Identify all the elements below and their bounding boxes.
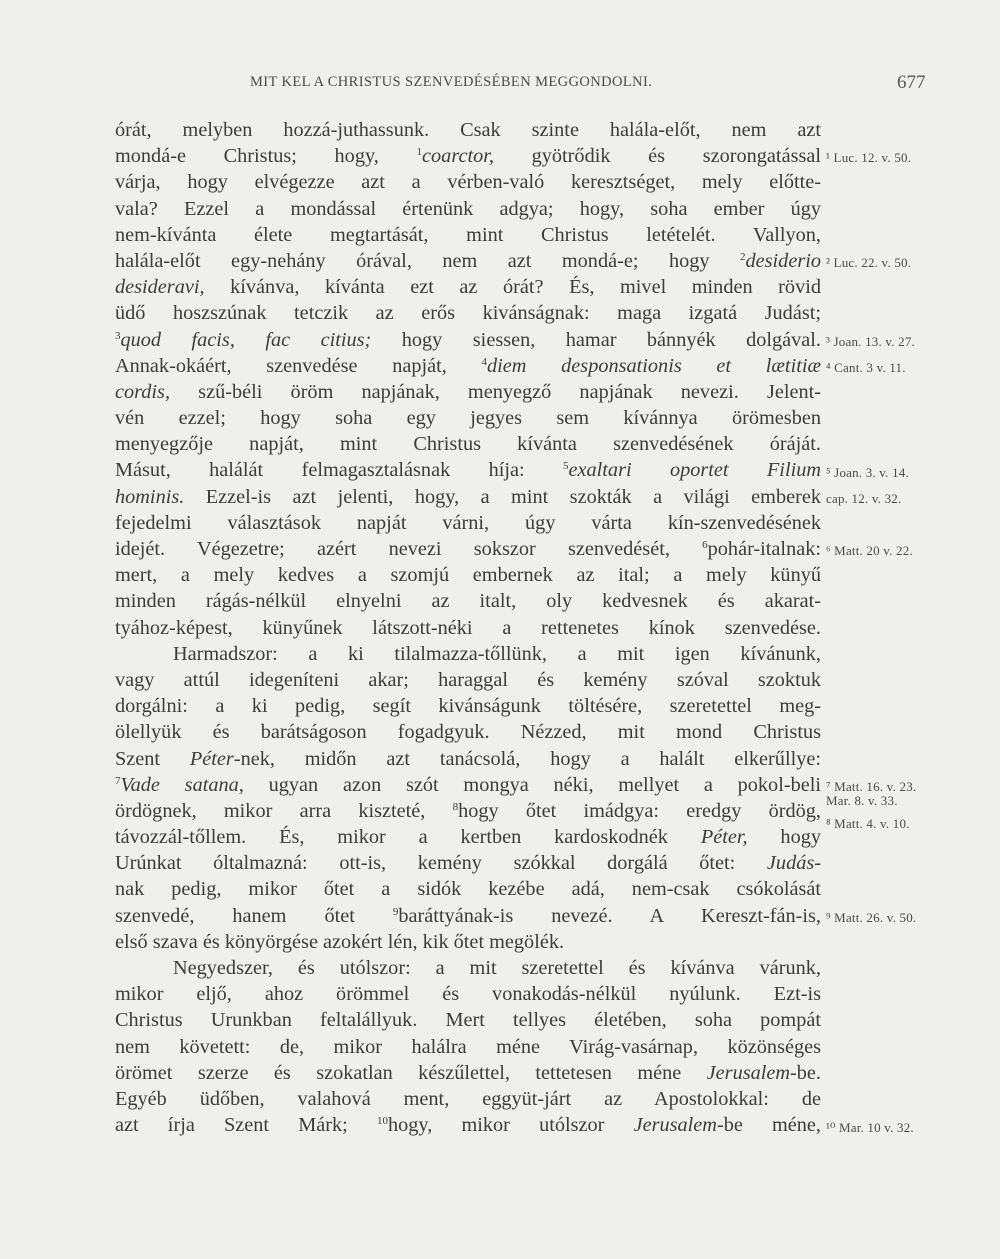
text-line bbox=[115, 955, 821, 981]
text-segment: hogy, mikor utólszor bbox=[387, 1114, 634, 1137]
footnote-marker: 4 bbox=[481, 355, 488, 368]
italic-text: Vade satana, bbox=[120, 773, 244, 796]
text-line bbox=[115, 300, 821, 326]
text-line bbox=[115, 746, 821, 772]
text-segment: kívánva, kívánta ezt az órát? És, mivel minden rövid bbox=[204, 276, 821, 299]
text-line bbox=[115, 1086, 821, 1112]
text-line bbox=[115, 484, 821, 510]
text-line bbox=[115, 850, 821, 876]
text-segment: Negyedszer, és utólszor: a mit szeretettel és kívánva várunk, bbox=[173, 957, 821, 979]
text-segment: nem-kívánta élete megtartását, mint Christus letételét. Vallyon, bbox=[115, 223, 821, 246]
text-line bbox=[115, 615, 821, 641]
italic-text: diem desponsationis et lætitiæ bbox=[487, 354, 821, 377]
text-segment: fejedelmi választások napját várni, úgy várta kín-szenvedésének bbox=[115, 511, 821, 534]
text-segment: órát, melyben hozzá-juthassunk. Csak szinte halála-előt, nem azt bbox=[115, 119, 821, 141]
text-line bbox=[115, 536, 821, 562]
text-line bbox=[115, 824, 821, 850]
text-segment: pohár-italnak: bbox=[707, 538, 821, 560]
text-line bbox=[115, 405, 821, 431]
footnote-marker: 6 bbox=[702, 539, 708, 551]
footnote-marker: 5 bbox=[563, 460, 569, 473]
text-segment: idejét. Végezetre; azért nevezi sokszor szenvedését, bbox=[115, 538, 703, 560]
italic-text: cordis, bbox=[115, 380, 171, 403]
text-segment: -be méne, bbox=[716, 1114, 821, 1137]
text-segment: -nek, midőn azt tanácsolá, hogy a halált elkerűllye: bbox=[233, 747, 821, 770]
italic-text: desideravi, bbox=[115, 276, 205, 299]
margin-reference: ⁷ Matt. 16. v. 23. bbox=[826, 779, 917, 794]
text-line bbox=[115, 431, 821, 457]
margin-reference: ³ Joan. 13. v. 27. bbox=[826, 333, 915, 349]
footnote-marker: 7 bbox=[115, 774, 121, 787]
margin-reference: ⁵ Joan. 3. v. 14. bbox=[826, 464, 909, 480]
text-line bbox=[115, 719, 821, 745]
text-line bbox=[115, 1060, 821, 1086]
footnote-marker: 9 bbox=[392, 905, 399, 918]
text-segment: Szent bbox=[115, 747, 190, 770]
text-segment: dorgálni: a ki pedig, segít kivánságunk töltésére, szeretettel meg- bbox=[115, 695, 821, 718]
text-line bbox=[115, 379, 821, 405]
text-line bbox=[115, 693, 821, 719]
footnote-marker: 8 bbox=[452, 800, 459, 813]
text-segment: hogy bbox=[747, 826, 821, 849]
text-segment: mondá-e Christus; hogy, bbox=[115, 145, 417, 168]
text-line bbox=[115, 248, 821, 274]
text-line bbox=[115, 510, 821, 536]
text-line bbox=[115, 667, 821, 693]
text-line bbox=[115, 903, 821, 929]
text-line bbox=[115, 798, 821, 824]
margin-reference: ⁴ Cant. 3 v. 11. bbox=[826, 359, 906, 375]
text-segment: vagy attúl idegeníteni akar; haraggal és kemény szóval szoktuk bbox=[115, 668, 821, 691]
italic-text: quod facis, fac citius; bbox=[120, 328, 372, 351]
text-segment: szenvedé, hanem őtet bbox=[115, 904, 393, 927]
text-segment: hogy őtet imádgya: eredgy ördög, bbox=[458, 799, 821, 822]
text-segment: vén ezzel; hogy soha egy jegyes sem kívánnya örömesben bbox=[115, 407, 821, 430]
text-segment: örömet szerze és szokatlan készűlettel, tettetesen méne bbox=[115, 1061, 707, 1084]
italic-text: Jerusalem bbox=[633, 1114, 717, 1137]
text-line bbox=[115, 929, 821, 955]
running-title: MIT KEL A CHRISTUS SZENVEDÉSÉBEN MEGGONDOLNI. bbox=[250, 74, 653, 90]
text-line bbox=[115, 143, 821, 169]
italic-text: Péter, bbox=[700, 826, 748, 849]
italic-text: coarctor, bbox=[422, 145, 494, 168]
body-text bbox=[115, 117, 821, 1138]
margin-reference: ² Luc. 22. v. 50. bbox=[826, 255, 912, 270]
italic-text: hominis. bbox=[115, 485, 185, 508]
text-segment: nak pedig, mikor őtet a sidók kezébe adá, nem-csak csókolását bbox=[115, 878, 821, 901]
text-segment: ugyan azon szót mongya néki, mellyet a pokol-beli bbox=[243, 773, 821, 796]
margin-reference: cap. 12. v. 32. bbox=[826, 490, 902, 506]
text-segment: várja, hogy elvégezze azt a vérben-való keresztséget, mely előtte- bbox=[115, 171, 821, 194]
text-segment: mikor eljő, ahoz örömmel és vonakodás-nélkül nyúlunk. Ezt-is bbox=[115, 983, 821, 1006]
text-segment: nem követett: de, mikor halálra méne Virág-vasárnap, közönséges bbox=[115, 1035, 821, 1058]
footnote-marker: 2 bbox=[740, 250, 746, 263]
margin-reference: ⁶ Matt. 20 v. 22. bbox=[826, 543, 913, 559]
text-line bbox=[115, 876, 821, 902]
text-segment: mert, a mely kedves a szomjú embernek az ital; a mely künyű bbox=[115, 564, 821, 587]
margin-reference: ¹⁰ Mar. 10 v. 32. bbox=[826, 1119, 914, 1135]
margin-reference: ⁸ Matt. 4. v. 10. bbox=[826, 815, 910, 831]
text-line bbox=[115, 274, 821, 300]
text-segment: Christus Urunkban feltalállyuk. Mert tellyes életében, soha pompát bbox=[115, 1009, 821, 1032]
text-segment: szű-béli öröm napjának, menyegző napjának nevezi. Jelent- bbox=[170, 380, 821, 403]
italic-text: desiderio bbox=[745, 249, 821, 272]
italic-text: Péter bbox=[189, 747, 234, 770]
text-segment: Egyéb üdőben, valahová ment, eggyüt-járt az Apostolokkal: de bbox=[115, 1087, 821, 1110]
margin-reference: ⁹ Matt. 26. v. 50. bbox=[826, 910, 917, 925]
text-segment: halála-előt egy-nehány órával, nem azt mondá-e; hogy bbox=[115, 249, 741, 272]
text-segment: távozzál-tőllem. És, mikor a kertben kardoskodnék bbox=[115, 826, 701, 849]
text-segment: hogy siessen, hamar bánnyék dolgával. bbox=[371, 328, 821, 351]
text-segment: vala? Ezzel a mondással értenünk adgya; hogy, soha ember úgy bbox=[115, 197, 821, 220]
text-segment: első szava és könyörgése azokért lén, kik őtet megölék. bbox=[115, 930, 565, 953]
text-segment: azt írja Szent Márk; bbox=[115, 1114, 377, 1137]
text-line bbox=[115, 222, 821, 248]
text-line bbox=[115, 1112, 821, 1138]
text-line bbox=[115, 981, 821, 1007]
text-segment: Urúnkat óltalmazná: ott-is, kemény szókkal dorgálá őtet: bbox=[115, 852, 767, 875]
italic-text: Judás- bbox=[766, 852, 821, 875]
text-segment: üdő hoszszúnak tetczik az erős kivánságnak: maga izgatá Judást; bbox=[115, 302, 821, 325]
italic-text: Jerusalem bbox=[706, 1061, 791, 1084]
text-segment: tyához-képest, künyűnek látszott-néki a rettenetes kínok szenvedése. bbox=[115, 616, 821, 639]
text-line bbox=[115, 772, 821, 798]
text-line bbox=[115, 196, 821, 222]
margin-reference: Mar. 8. v. 33. bbox=[826, 793, 898, 809]
text-segment: Másut, halálát felmagasztalásnak híja: bbox=[115, 459, 564, 482]
text-line bbox=[115, 588, 821, 614]
text-segment: menyegzője napját, mint Christus kívánta szenvedésének óráját. bbox=[115, 433, 821, 456]
text-segment: gyötrődik és szorongatással bbox=[493, 145, 821, 168]
text-line bbox=[115, 457, 821, 483]
text-segment: ölellyük és barátságoson fogadgyuk. Nézzed, mit mond Christus bbox=[115, 721, 821, 744]
text-line bbox=[115, 117, 821, 143]
margin-reference: ¹ Luc. 12. v. 50. bbox=[826, 150, 912, 166]
page-number: 677 bbox=[897, 72, 926, 93]
footnote-marker: 10 bbox=[376, 1115, 388, 1128]
italic-text: exaltari oportet Filium bbox=[568, 459, 822, 482]
footnote-marker: 1 bbox=[416, 146, 423, 159]
text-segment: Ezzel-is azt jelenti, hogy, a mint szokták a világi emberek bbox=[184, 485, 821, 508]
text-segment: minden rágás-nélkül elnyelni az italt, oly kedvesnek és akarat- bbox=[115, 590, 821, 613]
text-line bbox=[115, 1007, 821, 1033]
text-segment: baráttyának-is nevezé. A Kereszt-fán-is, bbox=[398, 904, 821, 927]
text-line bbox=[115, 1034, 821, 1060]
text-segment: ördögnek, mikor arra kiszteté, bbox=[115, 799, 453, 822]
text-segment: Harmadszor: a ki tilalmazza-tőllünk, a mit igen kívánunk, bbox=[173, 642, 821, 665]
text-segment: -be. bbox=[790, 1061, 821, 1084]
text-line bbox=[115, 169, 821, 195]
text-line bbox=[115, 353, 821, 379]
text-line bbox=[115, 641, 821, 667]
footnote-marker: 3 bbox=[115, 329, 121, 342]
text-line bbox=[115, 327, 821, 353]
text-segment: Annak-okáért, szenvedése napját, bbox=[115, 354, 482, 377]
text-line bbox=[115, 562, 821, 588]
